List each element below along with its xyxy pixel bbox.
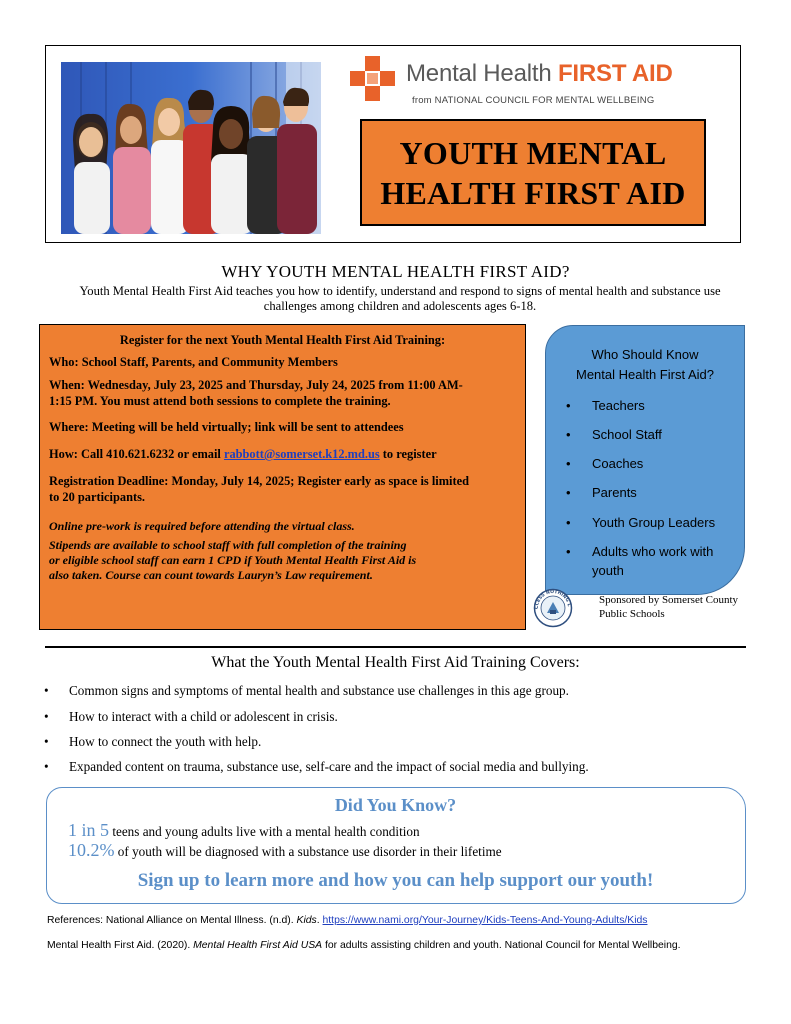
cover-item xyxy=(44,683,569,699)
cover-item xyxy=(44,734,261,750)
reference-1-link[interactable]: https://www.nami.org/Your-Journey/Kids-Teens-And-Young-Adults/Kids xyxy=(322,915,648,926)
cover-item-text: Expanded content on trauma, substance use, self-care and the impact of social media and bullying. xyxy=(69,759,589,774)
register-deadline-line1: Registration Deadline: Monday, July 14, 2025; Register early as space is limited xyxy=(49,474,469,488)
who-item xyxy=(566,425,662,444)
who-title-line1: Who Should Know xyxy=(591,347,699,362)
teens-photo-illustration xyxy=(61,62,321,234)
bullet-icon: • xyxy=(566,544,571,559)
register-when-line2: 1:15 PM. You must attend both sessions to complete the training. xyxy=(49,394,391,408)
who-item-label: School Staff xyxy=(592,427,662,442)
logo-name-part2: FIRST AID xyxy=(557,60,673,87)
bullet-icon: • xyxy=(566,515,571,530)
stat-text: of youth will be diagnosed with a substance use disorder in their lifetime xyxy=(114,844,502,859)
who-item xyxy=(566,513,715,532)
seal-text: CCESS NOTHING L xyxy=(534,589,571,610)
reference-1-sep: . xyxy=(316,915,323,926)
cover-item xyxy=(44,709,338,725)
title-box xyxy=(360,119,706,226)
register-stipend-line3: also taken. Course can count towards Lauryn’s Law requirement. xyxy=(49,568,373,582)
did-you-know-title: Did You Know? xyxy=(334,795,457,815)
who-title-line2: Mental Health First Aid? xyxy=(575,367,714,382)
reference-2-prefix: Mental Health First Aid. (2020). xyxy=(47,940,194,951)
call-to-action: Sign up to learn more and how you can help support our youth! xyxy=(137,870,654,891)
cover-item xyxy=(44,759,589,775)
bullet-icon: • xyxy=(44,709,49,724)
why-body: Youth Mental Health First Aid teaches you how to identify, understand and respond to signs of mental health and substance use challenges among children and adolescents ages 6-18. xyxy=(79,284,721,313)
who-item-label: Youth Group Leaders xyxy=(592,515,716,530)
bullet-icon: • xyxy=(566,398,571,413)
who-item-label: Coaches xyxy=(592,456,644,471)
stat-number: 1 in 5 xyxy=(68,820,110,840)
bullet-icon: • xyxy=(566,427,571,442)
cover-item-text: How to interact with a child or adolescent in crisis. xyxy=(69,709,338,724)
register-who: Who: School Staff, Parents, and Community Members xyxy=(49,355,338,369)
register-stipend-line1: Stipends are available to school staff with full completion of the training xyxy=(49,538,407,552)
why-heading: WHY YOUTH MENTAL HEALTH FIRST AID? xyxy=(221,262,570,281)
bullet-icon: • xyxy=(566,456,571,471)
school-seal-icon xyxy=(533,588,573,628)
reference-2-title: Mental Health First Aid USA xyxy=(193,940,323,951)
register-prework: Online pre-work is required before attending the virtual class. xyxy=(49,519,355,533)
logo-wordmark xyxy=(406,60,673,88)
covers-heading: What the Youth Mental Health First Aid Training Covers: xyxy=(211,654,580,671)
register-heading: Register for the next Youth Mental Health First Aid Training: xyxy=(119,333,446,347)
who-item xyxy=(566,396,645,415)
sponsor-line1: Sponsored by Somerset County xyxy=(599,594,739,606)
who-item-label: Teachers xyxy=(592,398,645,413)
stat-number: 10.2% xyxy=(68,840,115,860)
register-how-prefix: How: Call 410.621.6232 or email xyxy=(49,447,224,461)
register-how xyxy=(49,446,437,462)
who-item-label: Parents xyxy=(592,485,637,500)
bullet-icon: • xyxy=(44,759,49,774)
mhfa-cross-logo-icon xyxy=(350,56,396,102)
reference-1-prefix: References: National Alliance on Mental Illness. (n.d). xyxy=(47,915,297,926)
reference-2 xyxy=(47,938,747,953)
title-line2: HEALTH FIRST AID xyxy=(380,174,686,211)
logo-subtitle: from NATIONAL COUNCIL FOR MENTAL WELLBEING xyxy=(412,95,655,106)
register-stipend-line2: or eligible school staff can earn 1 CPD if Youth Mental Health First Aid is xyxy=(49,553,417,567)
reference-1-title: Kids xyxy=(296,915,317,926)
register-deadline-line2: to 20 participants. xyxy=(49,490,146,504)
reference-1 xyxy=(47,915,647,926)
sponsor-line2: Public Schools xyxy=(599,608,665,620)
cover-item-text: Common signs and symptoms of mental health and substance use challenges in this age group. xyxy=(69,683,569,698)
section-divider xyxy=(45,646,746,648)
register-email-link[interactable]: rabbott@somerset.k12.md.us xyxy=(223,447,380,461)
teens-photo xyxy=(61,62,321,234)
sponsor-note xyxy=(599,593,749,621)
stat-line xyxy=(68,840,502,862)
bullet-icon: • xyxy=(566,485,571,500)
who-should-know-title xyxy=(555,345,735,385)
bullet-icon: • xyxy=(44,683,49,698)
reference-2-suffix: for adults assisting children and youth. National Council for Mental Wellbeing. xyxy=(322,940,681,951)
bullet-icon: • xyxy=(44,734,49,749)
register-box xyxy=(39,324,526,630)
logo-name-part1: Mental Health xyxy=(406,60,558,87)
register-where: Where: Meeting will be held virtually; link will be sent to attendees xyxy=(49,420,404,434)
who-item xyxy=(566,542,713,580)
who-item-label: Adults who work with youth xyxy=(592,544,714,578)
register-when-line1: When: Wednesday, July 23, 2025 and Thursday, July 24, 2025 from 11:00 AM- xyxy=(49,378,463,392)
who-item xyxy=(566,483,637,502)
cover-item-text: How to connect the youth with help. xyxy=(69,734,262,749)
who-item xyxy=(566,454,643,473)
title-line1: YOUTH MENTAL xyxy=(399,134,667,171)
stat-text: teens and young adults live with a mental health condition xyxy=(109,824,420,839)
register-how-suffix: to register xyxy=(379,447,437,461)
stat-line xyxy=(68,820,420,842)
